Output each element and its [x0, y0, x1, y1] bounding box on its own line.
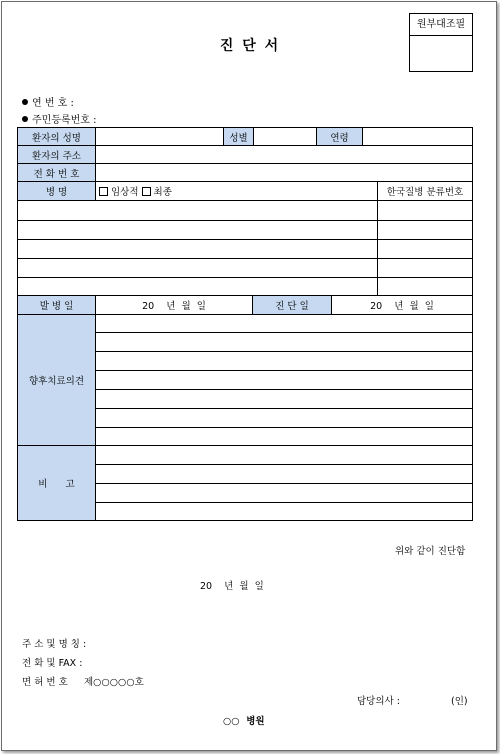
diagnosis-date-value[interactable]: 20 년 월 일: [331, 295, 473, 315]
row-divider: [95, 464, 473, 465]
patient-name-value[interactable]: [95, 127, 224, 146]
bullet-icon: [22, 99, 28, 105]
gender-value[interactable]: [253, 127, 317, 146]
license-number-label: 면 허 번 호: [22, 677, 68, 688]
seal-mark: (인): [451, 696, 468, 707]
stamp-box-header: 원부대조필: [410, 14, 472, 36]
phone-value[interactable]: [95, 163, 473, 182]
resident-number-label: 주민등록번호 :: [32, 115, 97, 126]
disease-type-options: [95, 181, 378, 201]
disease-name-label: 병 명: [17, 181, 96, 201]
row-divider: [17, 220, 473, 221]
final-checkbox[interactable]: [142, 187, 151, 196]
row-divider: [95, 483, 473, 484]
clinical-checkbox[interactable]: [99, 187, 108, 196]
gender-label: 성별: [223, 127, 254, 146]
age-value[interactable]: [362, 127, 473, 146]
clinical-checkbox-label: 임상적: [111, 187, 139, 198]
hospital-name: ○○ 병원: [223, 716, 265, 727]
remarks-label: 비 고: [17, 445, 96, 521]
patient-address-label: 환자의 주소: [17, 145, 96, 164]
phone-fax-label: 전 화 및 FAX :: [22, 658, 83, 669]
bullet-icon: [22, 116, 28, 122]
address-name-label: 주 소 및 명 칭 :: [22, 639, 87, 650]
serial-number-label: 연 번 호 :: [32, 98, 74, 109]
issue-date: 20 년 월 일: [200, 581, 264, 592]
kcd-code-label: 한국질병 분류번호: [377, 181, 473, 201]
license-number-value: 제○○○○○호: [84, 677, 144, 688]
code-column-divider: [377, 200, 378, 296]
final-checkbox-label: 최종: [153, 187, 172, 198]
row-divider: [95, 351, 473, 352]
onset-date-label: 발 병 일: [17, 295, 96, 315]
row-divider: [17, 258, 473, 259]
row-divider: [17, 277, 473, 278]
row-divider: [95, 408, 473, 409]
disease-rows-area[interactable]: [17, 200, 473, 296]
serial-number-field: [22, 94, 74, 109]
treatment-opinion-label: 향후치료의견: [17, 314, 96, 446]
diagnosis-statement: 위와 같이 진단함: [395, 546, 466, 557]
row-divider: [95, 502, 473, 503]
diagnosis-date-label: 진 단 일: [252, 295, 332, 315]
patient-name-label: 환자의 성명: [17, 127, 96, 146]
row-divider: [95, 370, 473, 371]
attending-doctor-label: 담당의사 :: [357, 696, 400, 707]
resident-number-field: [22, 111, 97, 126]
patient-address-value[interactable]: [95, 145, 473, 164]
row-divider: [95, 427, 473, 428]
row-divider: [95, 389, 473, 390]
row-divider: [17, 239, 473, 240]
phone-label: 전 화 번 호: [17, 163, 96, 182]
document-title: 진 단 서: [219, 38, 281, 54]
row-divider: [95, 332, 473, 333]
age-label: 연령: [316, 127, 363, 146]
onset-date-value[interactable]: 20 년 월 일: [95, 295, 253, 315]
